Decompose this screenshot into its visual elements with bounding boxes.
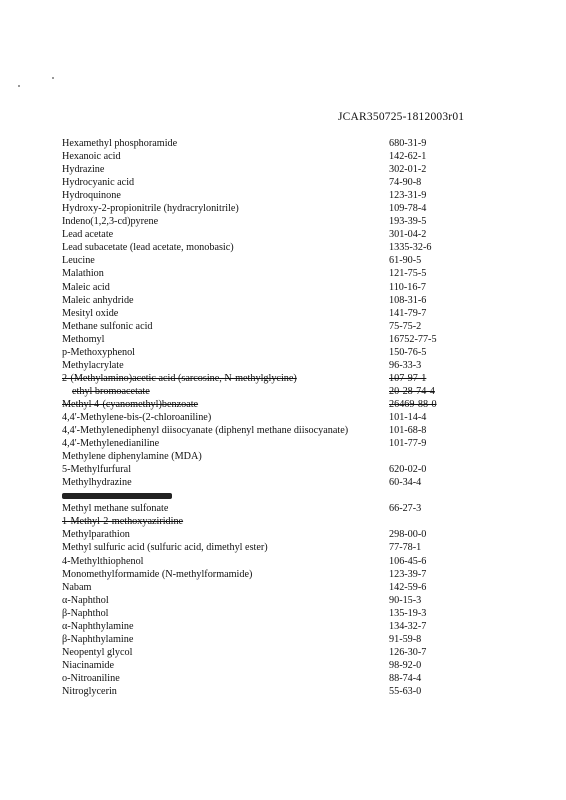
chemical-name: Methylene diphenylamine (MDA) [62,451,202,463]
chemical-row [62,515,492,528]
scan-speck [18,85,20,87]
chemical-name: Leucine [62,255,95,267]
cas-number: 66-27-3 [389,503,422,515]
cas-number: 26469-88-0 [389,398,437,410]
chemical-row [62,581,492,594]
chemical-name: Methomyl [62,333,105,345]
chemical-name: α-Naphthol [62,594,109,606]
cas-number: 121-75-5 [389,268,427,280]
chemical-row [62,411,492,424]
cas-number: 109-78-4 [389,203,427,215]
cas-number: 90-15-3 [389,594,422,606]
chemical-row [62,568,492,581]
chemical-name: 2-(Methylamino)acetic acid (sarcosine, N-methylglycine) [62,372,297,384]
chemical-name: Nabam [62,581,92,593]
chemical-row [62,450,492,463]
chemical-name: Indeno(1,2,3-cd)pyrene [62,216,159,228]
chemical-name: Lead subacetate (lead acetate, monobasic) [62,242,234,254]
cas-number: 101-14-4 [389,411,427,423]
chemical-name: ethyl bromoacetate [72,385,150,397]
chemical-name: Hexamethyl phosphoramide [62,138,178,149]
cas-number: 193-39-5 [389,216,427,228]
chemical-row [62,385,492,398]
cas-number: 141-79-7 [389,307,427,319]
chemical-name: Maleic acid [62,281,110,293]
cas-number: 88-74-4 [389,672,422,684]
chemical-row [62,228,492,241]
chemical-name: Hexanoic acid [62,151,121,163]
chemical-row [62,359,492,372]
cas-number: 126-30-7 [389,646,427,658]
cas-number: 620-02-0 [389,464,427,476]
chemical-name: o-Nitroaniline [62,672,120,684]
chemical-name: Hydrocyanic acid [62,177,135,189]
chemical-row [62,346,492,359]
cas-number: 134-32-7 [389,620,427,632]
cas-number: 680-31-9 [389,138,427,149]
cas-number: 110-16-7 [389,281,426,293]
chemical-row [62,424,492,437]
cas-number: 61-90-5 [389,255,422,267]
cas-number: 302-01-2 [389,164,427,176]
chemical-list [62,137,492,698]
cas-number: 150-76-5 [389,346,427,358]
chemical-row [62,267,492,280]
cas-number: 106-45-6 [389,555,427,567]
chemical-row [62,489,492,502]
cas-number: 142-59-6 [389,581,427,593]
scan-speck [52,77,54,79]
chemical-name: 4,4'-Methylenediphenyl diisocyanate (diphenyl methane diisocyanate) [62,425,349,437]
chemical-row [62,150,492,163]
chemical-name: Maleic anhydride [62,294,134,306]
chemical-row [62,202,492,215]
chemical-name: p-Methoxyphenol [62,346,135,358]
chemical-row [62,685,492,698]
redaction-mark [62,493,172,499]
chemical-name: Hydrazine [62,164,105,176]
chemical-row [62,594,492,607]
chemical-row [62,528,492,541]
chemical-row [62,463,492,476]
cas-number: 298-00-0 [389,529,427,541]
cas-number: 74-90-8 [389,177,422,189]
chemical-name: Neopentyl glycol [62,646,133,658]
chemical-name: Mesityl oxide [62,307,119,319]
chemical-row [62,607,492,620]
chemical-name: Nitroglycerin [62,685,117,697]
chemical-name: 4-Methylthiophenol [62,555,144,567]
cas-number: 75-75-2 [389,320,422,332]
cas-number: 98-92-0 [389,659,422,671]
chemical-name: Methylparathion [62,529,130,541]
chemical-name: 5-Methylfurfural [62,464,132,476]
cas-number: 101-77-9 [389,438,427,450]
chemical-name: Niacinamide [62,659,115,671]
chemical-name: Lead acetate [62,229,114,241]
chemical-row [62,476,492,489]
chemical-name: β-Naphthol [62,607,109,619]
cas-number: 107-97-1 [389,372,427,384]
cas-number: 60-34-4 [389,477,422,489]
chemical-name: Methylacrylate [62,359,124,371]
chemical-row [62,372,492,385]
chemical-name: Methyl 4-(cyanomethyl)benzoate [62,398,199,410]
chemical-row [62,241,492,254]
chemical-name: Methyl methane sulfonate [62,503,169,515]
chemical-name: Methyl sulfuric acid (sulfuric acid, dimethyl ester) [62,542,268,554]
cas-number: 55-63-0 [389,685,422,697]
chemical-name: Methylhydrazine [62,477,132,489]
chemical-row [62,646,492,659]
cas-number: 1335-32-6 [389,242,432,254]
chemical-row [62,620,492,633]
chemical-row [62,307,492,320]
chemical-row [62,437,492,450]
cas-number: 16752-77-5 [389,333,437,345]
chemical-name: β-Naphthylamine [62,633,134,645]
chemical-row [62,333,492,346]
chemical-row [62,672,492,685]
chemical-row [62,633,492,646]
chemical-row [62,659,492,672]
chemical-name: Hydroquinone [62,190,121,202]
chemical-row [62,294,492,307]
chemical-name: 4,4'-Methylene-bis-(2-chloroaniline) [62,411,212,423]
chemical-row [62,215,492,228]
chemical-row [62,137,492,150]
chemical-row [62,281,492,294]
chemical-row [62,502,492,515]
cas-number: 20-28-74-4 [389,385,435,397]
chemical-row [62,555,492,568]
cas-number: 301-04-2 [389,229,427,241]
cas-number: 91-59-8 [389,633,422,645]
chemical-name: Methane sulfonic acid [62,320,153,332]
cas-number: 77-78-1 [389,542,422,554]
cas-number: 108-31-6 [389,294,427,306]
cas-number: 142-62-1 [389,151,427,163]
chemical-name: Hydroxy-2-propionitrile (hydracrylonitrile) [62,203,239,215]
cas-number: 123-31-9 [389,190,427,202]
chemical-name: 1-Methyl-2-methoxyaziridine [62,516,184,528]
cas-number: 123-39-7 [389,568,427,580]
chemical-row [62,320,492,333]
chemical-row [62,163,492,176]
chemical-row [62,398,492,411]
chemical-name: Monomethylformamide (N-methylformamide) [62,568,253,580]
chemical-row [62,189,492,202]
chemical-row [62,254,492,267]
cas-number: 135-19-3 [389,607,427,619]
chemical-row [62,541,492,554]
cas-number: 96-33-3 [389,359,422,371]
chemical-row [62,176,492,189]
chemical-name: 4,4'-Methylenedianiline [62,438,160,450]
chemical-name: Malathion [62,268,104,280]
cas-number: 101-68-8 [389,425,427,437]
chemical-name: α-Naphthylamine [62,620,134,632]
document-id: JCAR350725-1812003r01 [338,111,465,123]
